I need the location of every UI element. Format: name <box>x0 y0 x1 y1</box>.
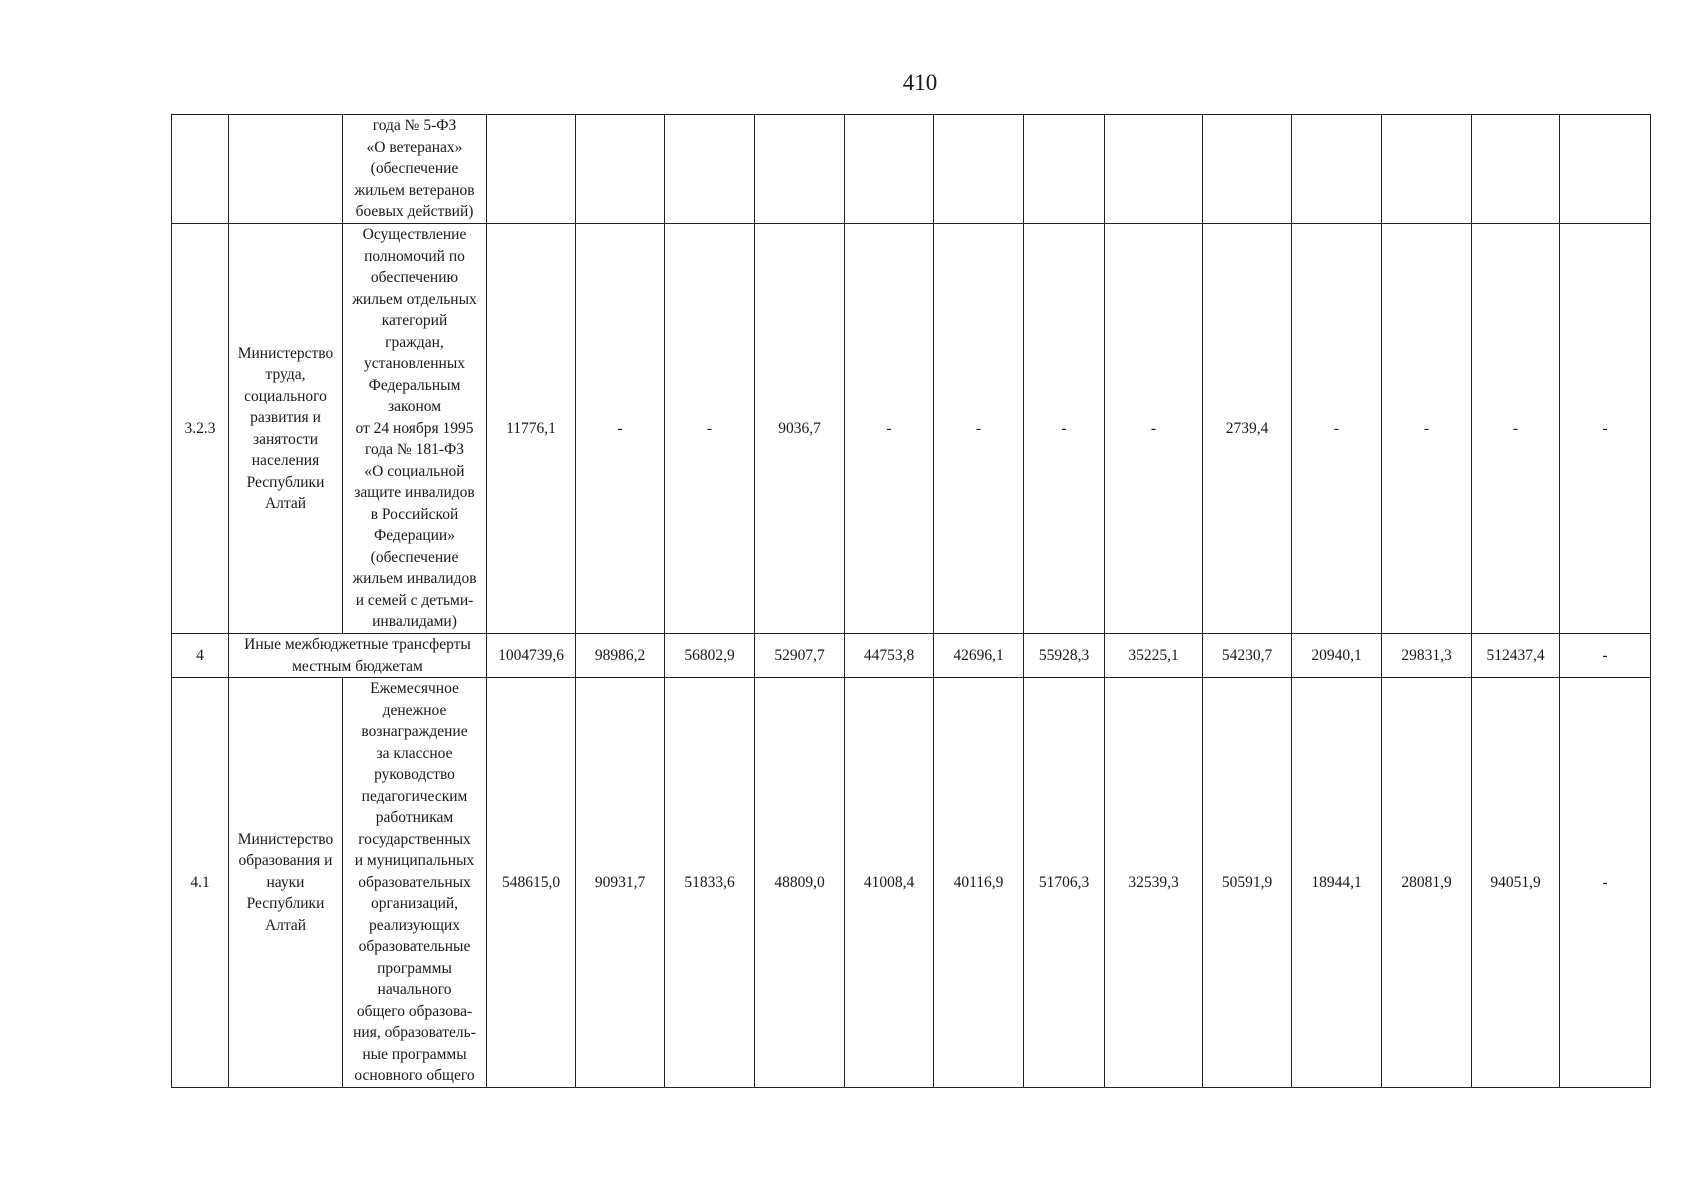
value-cell: - <box>1105 224 1203 634</box>
value-cell: 44753,8 <box>845 634 934 678</box>
value-cell <box>1203 115 1292 224</box>
value-cell: 50591,9 <box>1203 678 1292 1088</box>
row-number <box>172 115 229 224</box>
value-cell: 1004739,6 <box>487 634 576 678</box>
value-cell: 512437,4 <box>1472 634 1560 678</box>
value-cell: 52907,7 <box>755 634 845 678</box>
value-cell: 56802,9 <box>665 634 755 678</box>
section-label: Иные межбюджетные трансферты местным бюджетам <box>229 634 487 678</box>
value-cell: 94051,9 <box>1472 678 1560 1088</box>
row-number: 4.1 <box>172 678 229 1088</box>
value-cell: 20940,1 <box>1292 634 1382 678</box>
description-cell: Ежемесячное денежное вознаграждение за классное руководство педагогическим работникам государственных и муниципальных образовательных организаций, реализующих образовательные программы начального общего образова- ния, образователь- ные программы основного общего <box>343 678 487 1088</box>
value-cell <box>665 115 755 224</box>
value-cell <box>1105 115 1203 224</box>
value-cell: 51706,3 <box>1024 678 1105 1088</box>
value-cell <box>1382 115 1472 224</box>
value-cell: - <box>1472 224 1560 634</box>
row-number: 3.2.3 <box>172 224 229 634</box>
value-cell: - <box>1560 634 1651 678</box>
organization-cell <box>229 115 343 224</box>
value-cell: 42696,1 <box>934 634 1024 678</box>
row-number: 4 <box>172 634 229 678</box>
value-cell: 28081,9 <box>1382 678 1472 1088</box>
value-cell: - <box>1292 224 1382 634</box>
value-cell: 48809,0 <box>755 678 845 1088</box>
value-cell: - <box>1560 678 1651 1088</box>
value-cell: - <box>1382 224 1472 634</box>
value-cell: - <box>576 224 665 634</box>
value-cell <box>845 115 934 224</box>
value-cell: 29831,3 <box>1382 634 1472 678</box>
value-cell <box>755 115 845 224</box>
value-cell: 54230,7 <box>1203 634 1292 678</box>
value-cell <box>1024 115 1105 224</box>
page-number: 410 <box>902 70 938 95</box>
value-cell: 18944,1 <box>1292 678 1382 1088</box>
value-cell <box>1560 115 1651 224</box>
value-cell: 32539,3 <box>1105 678 1203 1088</box>
value-cell <box>1292 115 1382 224</box>
table-row <box>172 634 1651 678</box>
value-cell <box>934 115 1024 224</box>
value-cell: - <box>1560 224 1651 634</box>
value-cell <box>576 115 665 224</box>
organization-cell: Министерство образования и науки Республики Алтай <box>229 678 343 1088</box>
value-cell: 35225,1 <box>1105 634 1203 678</box>
table-row <box>172 115 1651 224</box>
value-cell: - <box>845 224 934 634</box>
table-row <box>172 224 1651 634</box>
value-cell: 51833,6 <box>665 678 755 1088</box>
value-cell: - <box>934 224 1024 634</box>
value-cell: 90931,7 <box>576 678 665 1088</box>
description-cell: Осуществление полномочий по обеспечению жильем отдельных категорий граждан, установленных Федеральным законом от 24 ноября 1995 года № 181-ФЗ «О социальной защите инвалидов в Российской Федерации» (обеспечение жильем инвалидов и семей с детьми- инвалидами) <box>343 224 487 634</box>
value-cell: - <box>1024 224 1105 634</box>
value-cell: 548615,0 <box>487 678 576 1088</box>
organization-cell: Министерство труда, социального развития и занятости населения Республики Алтай <box>229 224 343 634</box>
value-cell <box>487 115 576 224</box>
value-cell: 41008,4 <box>845 678 934 1088</box>
value-cell: - <box>665 224 755 634</box>
value-cell: 40116,9 <box>934 678 1024 1088</box>
table-row <box>172 678 1651 1088</box>
value-cell <box>1472 115 1560 224</box>
value-cell: 2739,4 <box>1203 224 1292 634</box>
value-cell: 55928,3 <box>1024 634 1105 678</box>
description-cell: года № 5-ФЗ «О ветеранах» (обеспечение жильем ветеранов боевых действий) <box>343 115 487 224</box>
value-cell: 9036,7 <box>755 224 845 634</box>
budget-table <box>171 114 1651 1088</box>
value-cell: 98986,2 <box>576 634 665 678</box>
value-cell: 11776,1 <box>487 224 576 634</box>
